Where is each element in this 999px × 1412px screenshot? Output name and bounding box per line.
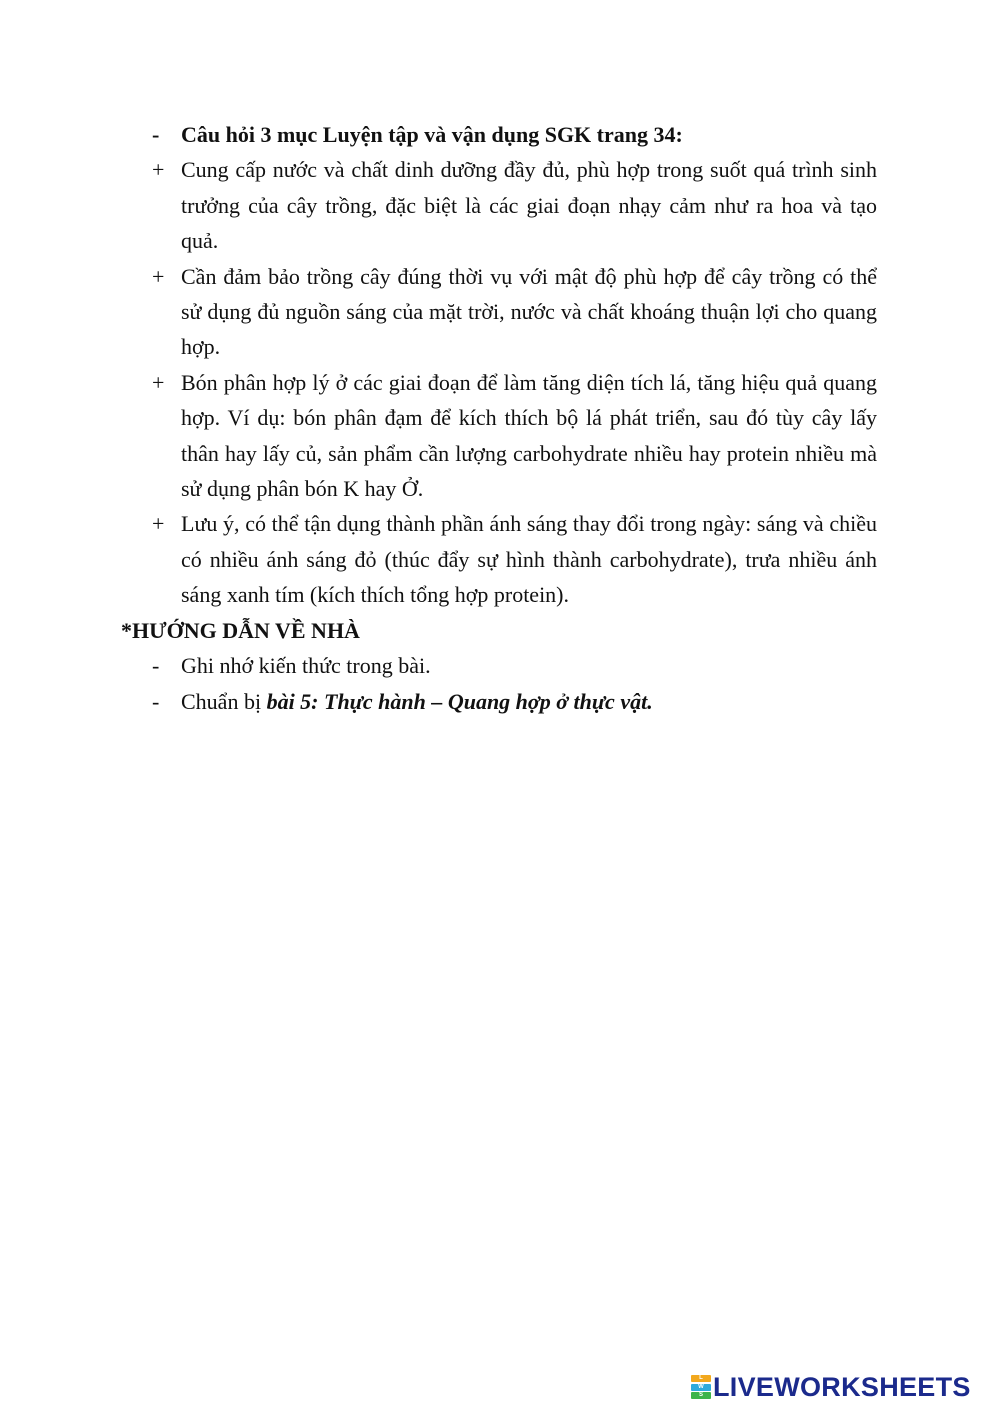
liveworksheets-logo xyxy=(691,1371,971,1402)
answer-text: Cung cấp nước và chất dinh dưỡng đầy đủ, phù hợp trong suốt quá trình sinh trưởng của cây trồng, đặc biệt là các giai đoạn nhạy cảm như ra hoa và tạo quả. xyxy=(181,157,877,254)
answer-item xyxy=(0,365,999,507)
answer-text: Lưu ý, có thể tận dụng thành phần ánh sáng thay đổi trong ngày: sáng và chiều có nhiều ánh sáng đỏ (thúc đẩy sự hình thành carbohydrate), trưa nhiều ánh sáng xanh tím (kích thích tổng hợp protein). xyxy=(181,511,877,608)
lesson-title: bài 5: Thực hành – Quang hợp ở thực vật. xyxy=(266,688,653,714)
plus-bullet: + xyxy=(152,157,165,183)
homework-item xyxy=(0,684,999,719)
dash-bullet: - xyxy=(152,653,160,679)
answer-text: Cần đảm bảo trồng cây đúng thời vụ với mật độ phù hợp để cây trồng có thể sử dụng đủ nguồn sáng của mặt trời, nước và chất khoáng thuận lợi cho quang hợp. xyxy=(181,263,877,360)
plus-bullet: + xyxy=(152,369,165,395)
answer-item xyxy=(0,259,999,365)
dash-bullet: - xyxy=(152,688,160,714)
logo-text: LIVEWORKSHEETS xyxy=(713,1371,971,1402)
homework-text xyxy=(181,684,877,719)
answer-item xyxy=(0,152,999,258)
homework-item xyxy=(0,648,999,683)
homework-heading: *HƯỚNG DẪN VỀ NHÀ xyxy=(121,617,360,643)
liveworksheets-mark-icon: L W S xyxy=(691,1375,711,1399)
homework-prefix: Chuẩn bị xyxy=(181,688,267,714)
answer-item xyxy=(0,506,999,612)
question-heading xyxy=(0,117,999,152)
plus-bullet: + xyxy=(152,263,165,289)
homework-text: Ghi nhớ kiến thức trong bài. xyxy=(181,653,431,679)
document-body xyxy=(0,117,999,719)
dash-bullet: - xyxy=(152,122,160,147)
question-title: Câu hỏi 3 mục Luyện tập và vận dụng SGK trang 34: xyxy=(181,122,683,147)
answer-text: Bón phân hợp lý ở các giai đoạn để làm tăng diện tích lá, tăng hiệu quả quang hợp. Ví dụ: bón phân đạm để kích thích bộ lá phát triển, sau đó tùy cây lấy thân hay lấy củ, sản phẩm cần lượng carbohydrate nhiều hay protein nhiều mà sử dụng phân bón K hay Ở. xyxy=(181,369,877,502)
plus-bullet: + xyxy=(152,511,165,537)
